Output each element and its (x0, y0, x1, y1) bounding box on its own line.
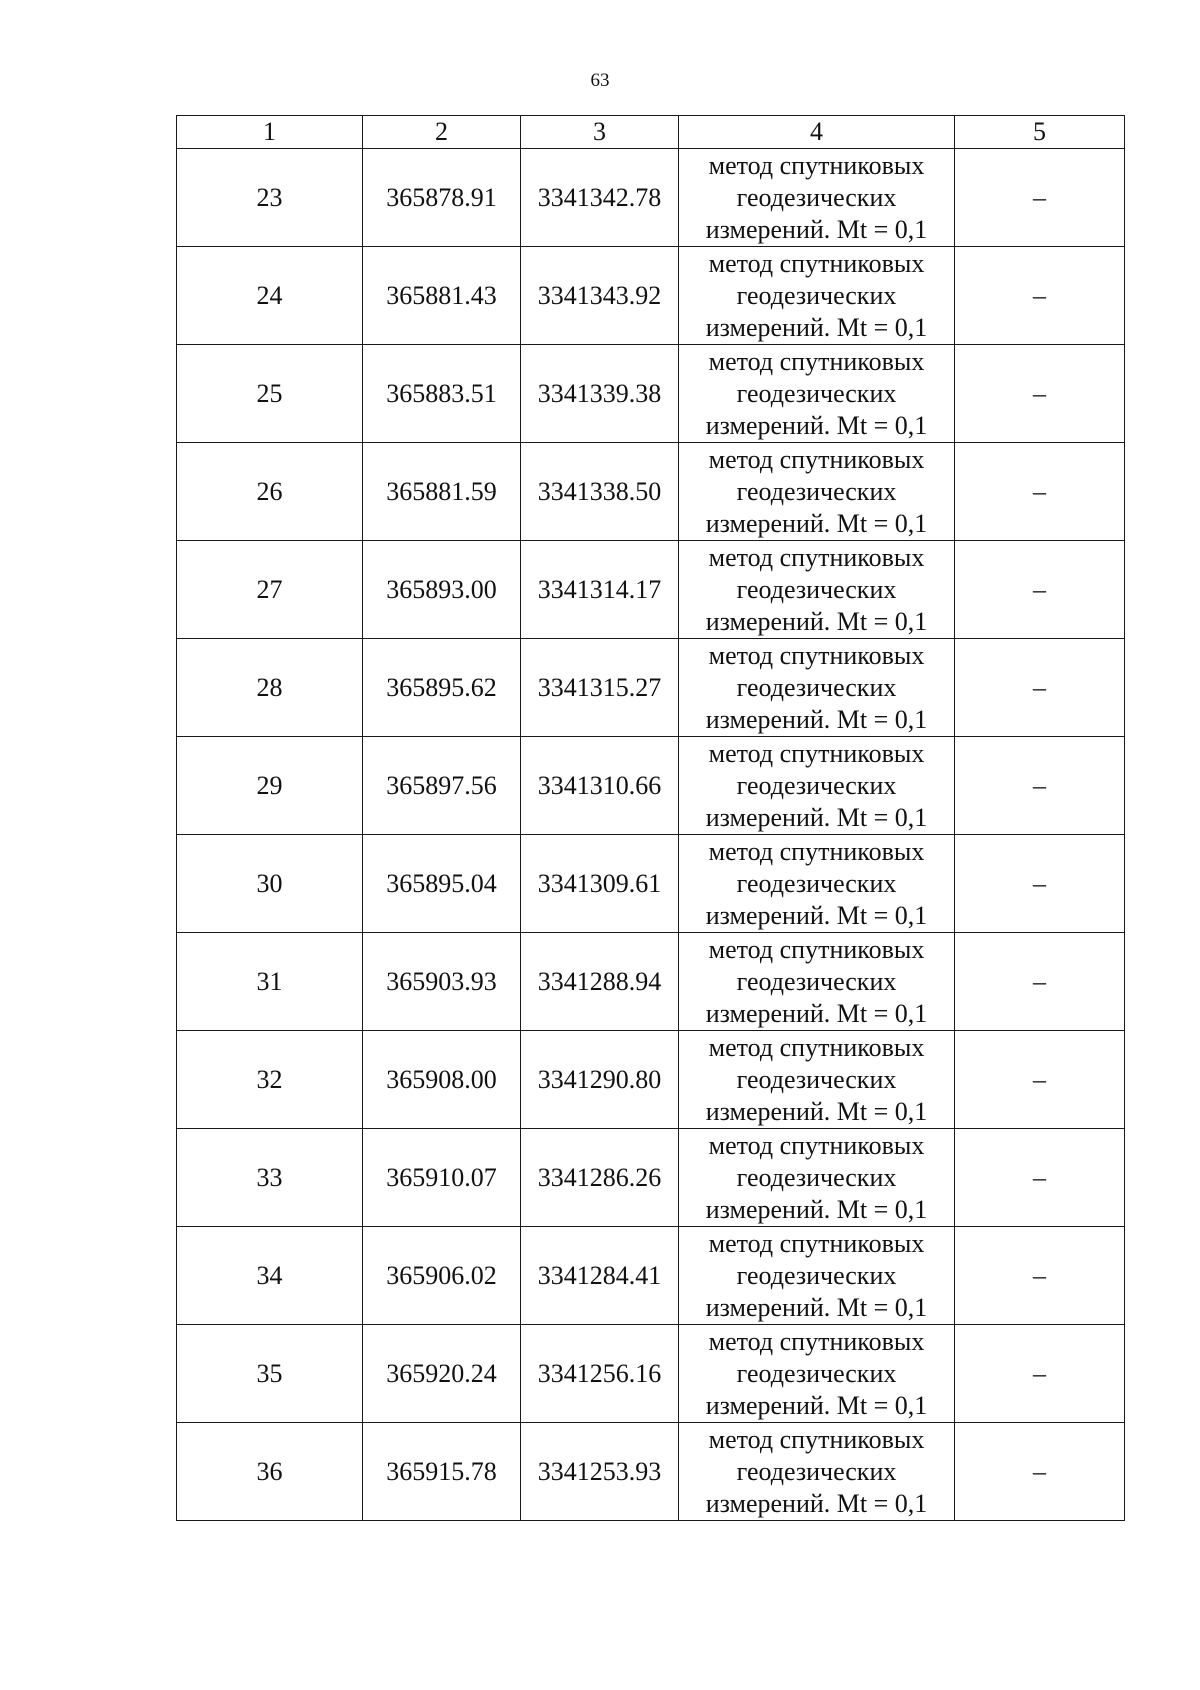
column-header: 4 (679, 116, 955, 149)
coordinates-table (176, 115, 1125, 1521)
note-cell: – (955, 247, 1125, 345)
y-coordinate-cell: 3341286.26 (521, 1129, 679, 1227)
method-cell (679, 1423, 955, 1521)
method-cell (679, 1227, 955, 1325)
note-cell: – (955, 835, 1125, 933)
point-number-cell: 25 (177, 345, 363, 443)
point-number-cell: 31 (177, 933, 363, 1031)
note-cell: – (955, 1325, 1125, 1423)
table-row (177, 737, 1125, 835)
y-coordinate-cell: 3341256.16 (521, 1325, 679, 1423)
table-body (177, 116, 1125, 1521)
point-number-cell: 32 (177, 1031, 363, 1129)
y-coordinate-cell: 3341309.61 (521, 835, 679, 933)
table-row (177, 247, 1125, 345)
x-coordinate-cell: 365897.56 (363, 737, 521, 835)
x-coordinate-cell: 365910.07 (363, 1129, 521, 1227)
method-cell (679, 933, 955, 1031)
note-cell: – (955, 149, 1125, 247)
x-coordinate-cell: 365881.59 (363, 443, 521, 541)
y-coordinate-cell: 3341253.93 (521, 1423, 679, 1521)
method-text: метод спутниковых геодезических измерений. Mt = 0,1 (705, 1032, 928, 1126)
x-coordinate-cell: 365878.91 (363, 149, 521, 247)
method-cell (679, 835, 955, 933)
table-row (177, 345, 1125, 443)
method-cell (679, 345, 955, 443)
method-text: метод спутниковых геодезических измерений. Mt = 0,1 (705, 738, 928, 832)
point-number-cell: 29 (177, 737, 363, 835)
x-coordinate-cell: 365903.93 (363, 933, 521, 1031)
x-coordinate-cell: 365895.04 (363, 835, 521, 933)
point-number-cell: 30 (177, 835, 363, 933)
point-number-cell: 24 (177, 247, 363, 345)
table-row (177, 639, 1125, 737)
note-cell: – (955, 639, 1125, 737)
method-text: метод спутниковых геодезических измерений. Mt = 0,1 (705, 444, 928, 538)
point-number-cell: 28 (177, 639, 363, 737)
x-coordinate-cell: 365895.62 (363, 639, 521, 737)
x-coordinate-cell: 365881.43 (363, 247, 521, 345)
method-text: метод спутниковых геодезических измерений. Mt = 0,1 (705, 1424, 928, 1518)
y-coordinate-cell: 3341290.80 (521, 1031, 679, 1129)
table-row (177, 541, 1125, 639)
method-text: метод спутниковых геодезических измерений. Mt = 0,1 (705, 640, 928, 734)
y-coordinate-cell: 3341342.78 (521, 149, 679, 247)
table-row (177, 835, 1125, 933)
method-cell (679, 639, 955, 737)
method-cell (679, 1325, 955, 1423)
method-cell (679, 1129, 955, 1227)
table-row (177, 933, 1125, 1031)
method-text: метод спутниковых геодезических измерений. Mt = 0,1 (705, 1326, 928, 1420)
method-text: метод спутниковых геодезических измерений. Mt = 0,1 (705, 150, 928, 244)
column-header: 5 (955, 116, 1125, 149)
y-coordinate-cell: 3341310.66 (521, 737, 679, 835)
y-coordinate-cell: 3341284.41 (521, 1227, 679, 1325)
point-number-cell: 23 (177, 149, 363, 247)
method-text: метод спутниковых геодезических измерений. Mt = 0,1 (705, 934, 928, 1028)
note-cell: – (955, 737, 1125, 835)
column-header: 2 (363, 116, 521, 149)
table-row (177, 1423, 1125, 1521)
note-cell: – (955, 443, 1125, 541)
table-row (177, 1227, 1125, 1325)
method-cell (679, 149, 955, 247)
table-row (177, 1129, 1125, 1227)
note-cell: – (955, 345, 1125, 443)
x-coordinate-cell: 365883.51 (363, 345, 521, 443)
note-cell: – (955, 1031, 1125, 1129)
note-cell: – (955, 1423, 1125, 1521)
method-text: метод спутниковых геодезических измерений. Mt = 0,1 (705, 248, 928, 342)
point-number-cell: 33 (177, 1129, 363, 1227)
x-coordinate-cell: 365893.00 (363, 541, 521, 639)
method-cell (679, 737, 955, 835)
method-cell (679, 247, 955, 345)
point-number-cell: 36 (177, 1423, 363, 1521)
note-cell: – (955, 933, 1125, 1031)
x-coordinate-cell: 365908.00 (363, 1031, 521, 1129)
column-header: 1 (177, 116, 363, 149)
method-text: метод спутниковых геодезических измерений. Mt = 0,1 (705, 542, 928, 636)
note-cell: – (955, 1227, 1125, 1325)
point-number-cell: 34 (177, 1227, 363, 1325)
table-row (177, 1031, 1125, 1129)
y-coordinate-cell: 3341339.38 (521, 345, 679, 443)
x-coordinate-cell: 365915.78 (363, 1423, 521, 1521)
table-row (177, 443, 1125, 541)
y-coordinate-cell: 3341338.50 (521, 443, 679, 541)
point-number-cell: 35 (177, 1325, 363, 1423)
y-coordinate-cell: 3341343.92 (521, 247, 679, 345)
y-coordinate-cell: 3341288.94 (521, 933, 679, 1031)
method-cell (679, 1031, 955, 1129)
method-text: метод спутниковых геодезических измерений. Mt = 0,1 (705, 836, 928, 930)
x-coordinate-cell: 365906.02 (363, 1227, 521, 1325)
table-header-row (177, 116, 1125, 149)
point-number-cell: 26 (177, 443, 363, 541)
x-coordinate-cell: 365920.24 (363, 1325, 521, 1423)
method-cell (679, 443, 955, 541)
y-coordinate-cell: 3341314.17 (521, 541, 679, 639)
note-cell: – (955, 541, 1125, 639)
method-cell (679, 541, 955, 639)
page-number: 63 (590, 70, 610, 91)
note-cell: – (955, 1129, 1125, 1227)
y-coordinate-cell: 3341315.27 (521, 639, 679, 737)
table-row (177, 1325, 1125, 1423)
method-text: метод спутниковых геодезических измерений. Mt = 0,1 (705, 1228, 928, 1322)
table-row (177, 149, 1125, 247)
column-header: 3 (521, 116, 679, 149)
point-number-cell: 27 (177, 541, 363, 639)
method-text: метод спутниковых геодезических измерений. Mt = 0,1 (705, 346, 928, 440)
method-text: метод спутниковых геодезических измерений. Mt = 0,1 (705, 1130, 928, 1224)
